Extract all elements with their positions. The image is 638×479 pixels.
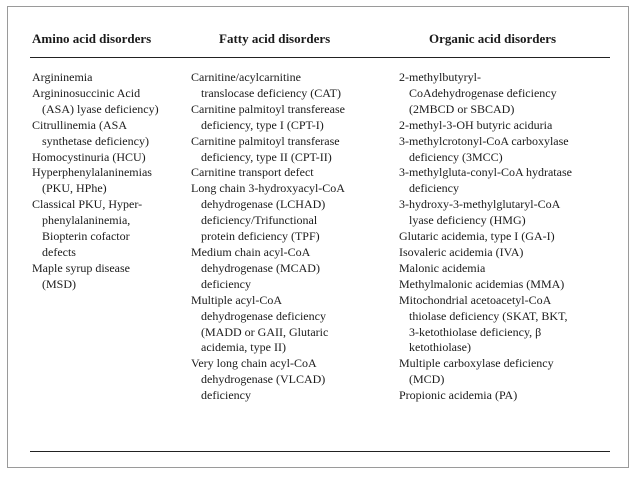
disorder-line: CoAdehydrogenase deficiency — [409, 85, 557, 100]
disorder-entry — [399, 165, 572, 197]
disorder-line: deficiency (3MCC) — [409, 149, 503, 164]
disorder-line: Long chain 3-hydroxyacyl-CoA — [191, 181, 345, 196]
disorder-line: deficiency, type II (CPT-II) — [201, 149, 332, 164]
header-organic-acid: Organic acid disorders — [429, 31, 557, 46]
disorder-line: Argininosuccinic Acid — [32, 85, 141, 100]
disorder-line: (2MBCD or SBCAD) — [409, 101, 515, 116]
disorder-line: Homocystinuria (HCU) — [32, 149, 146, 164]
disorder-line: dehydrogenase deficiency — [201, 308, 326, 323]
disorder-entry — [32, 197, 159, 261]
disorder-line: deficiency/Trifunctional — [201, 213, 318, 228]
disorder-line: Classical PKU, Hyper- — [32, 197, 143, 212]
disorder-line: lyase deficiency (HMG) — [409, 213, 526, 228]
disorder-line: Glutaric acidemia, type I (GA-I) — [399, 229, 555, 244]
disorder-entry — [399, 356, 572, 388]
disorder-entry — [32, 165, 159, 197]
disorder-entry — [399, 245, 572, 261]
disorder-line: Argininemia — [32, 70, 93, 84]
disorder-line: deficiency — [201, 276, 251, 291]
disorder-line: Carnitine palmitoyl transferease — [191, 101, 345, 116]
disorder-entry — [191, 165, 345, 181]
disorder-line: Propionic acidemia (PA) — [399, 388, 518, 403]
disorder-line: Carnitine/acylcarnitine — [191, 70, 301, 84]
disorder-line: defects — [42, 244, 76, 259]
column-organic-acid — [399, 70, 572, 404]
disorder-line: dehydrogenase (MCAD) — [201, 260, 320, 275]
disorder-line: 2-methylbutyryl- — [399, 70, 481, 84]
disorder-entry — [399, 261, 572, 277]
disorder-line: (MSD) — [42, 276, 77, 291]
disorder-line: 2-methyl-3-OH butyric aciduria — [399, 117, 553, 132]
disorder-entry — [191, 245, 345, 293]
disorder-line: Multiple carboxylase deficiency — [399, 356, 554, 371]
disorder-line: protein deficiency (TPF) — [201, 229, 320, 244]
disorder-entry — [399, 197, 572, 229]
disorder-entry — [32, 150, 159, 166]
header-fatty-acid: Fatty acid disorders — [219, 31, 331, 46]
disorder-line: phenylalaninemia, — [42, 213, 131, 228]
disorder-line: Methylmalonic acidemias (MMA) — [399, 276, 565, 291]
disorder-line: 3-methylcrotonyl-CoA carboxylase — [399, 133, 569, 148]
disorder-line: thiolase deficiency (SKAT, BKT, — [409, 308, 568, 323]
disorder-line: dehydrogenase (LCHAD) — [201, 197, 326, 212]
disorder-line: deficiency — [409, 181, 459, 196]
disorder-line: Biopterin cofactor — [42, 229, 130, 244]
disorder-entry — [32, 70, 159, 86]
disorder-line: Citrullinemia (ASA — [32, 117, 127, 132]
disorder-entry — [399, 118, 572, 134]
disorder-line: (ASA) lyase deficiency) — [42, 101, 159, 116]
disorder-entry — [399, 70, 572, 118]
disorder-line: Maple syrup disease — [32, 260, 130, 275]
bottom-rule — [30, 451, 610, 452]
disorder-line: Malonic acidemia — [399, 260, 486, 275]
disorder-line: Hyperphenylalaninemias — [32, 165, 152, 180]
column-fatty-acid — [191, 70, 345, 404]
disorder-entry — [32, 118, 159, 150]
disorder-line: 3-methylgluta-conyl-CoA hydratase — [399, 165, 572, 180]
disorder-entry — [399, 293, 572, 357]
disorder-line: Medium chain acyl-CoA — [191, 244, 311, 259]
disorder-entry — [399, 277, 572, 293]
header-rule — [30, 57, 610, 58]
disorder-line: Very long chain acyl-CoA — [191, 356, 317, 371]
disorder-line: ketothiolase) — [409, 340, 471, 355]
disorder-entry — [399, 388, 572, 404]
disorder-line: 3-hydroxy-3-methylglutaryl-CoA — [399, 197, 561, 212]
disorder-entry — [399, 134, 572, 166]
disorder-entry — [191, 102, 345, 134]
disorder-line: Mitochondrial acetoacetyl-CoA — [399, 292, 552, 307]
disorders-table — [7, 6, 629, 468]
disorder-line: 3-ketothiolase deficiency, β — [409, 324, 542, 339]
column-amino-acid — [32, 70, 159, 293]
disorder-line: (MCD) — [409, 372, 445, 387]
disorder-entry — [32, 86, 159, 118]
disorder-line: acidemia, type II) — [201, 340, 286, 355]
disorder-entry — [191, 134, 345, 166]
disorder-line: dehydrogenase (VLCAD) — [201, 372, 326, 387]
disorder-entry — [191, 293, 345, 357]
disorder-entry — [399, 229, 572, 245]
disorder-entry — [32, 261, 159, 293]
disorder-line: (PKU, HPhe) — [42, 181, 107, 196]
disorder-line: Isovaleric acidemia (IVA) — [399, 244, 524, 259]
disorder-entry — [191, 356, 345, 404]
disorder-line: (MADD or GAII, Glutaric — [201, 324, 329, 339]
disorder-line: translocase deficiency (CAT) — [201, 85, 341, 100]
disorder-line: Carnitine transport defect — [191, 165, 314, 180]
disorder-line: Carnitine palmitoyl transferase — [191, 133, 340, 148]
disorder-entry — [191, 70, 345, 102]
disorder-line: synthetase deficiency) — [42, 133, 149, 148]
disorder-entry — [191, 181, 345, 245]
disorder-line: deficiency — [201, 388, 251, 403]
disorder-line: deficiency, type I (CPT-I) — [201, 117, 324, 132]
header-amino-acid: Amino acid disorders — [32, 31, 152, 46]
disorder-line: Multiple acyl-CoA — [191, 292, 282, 307]
